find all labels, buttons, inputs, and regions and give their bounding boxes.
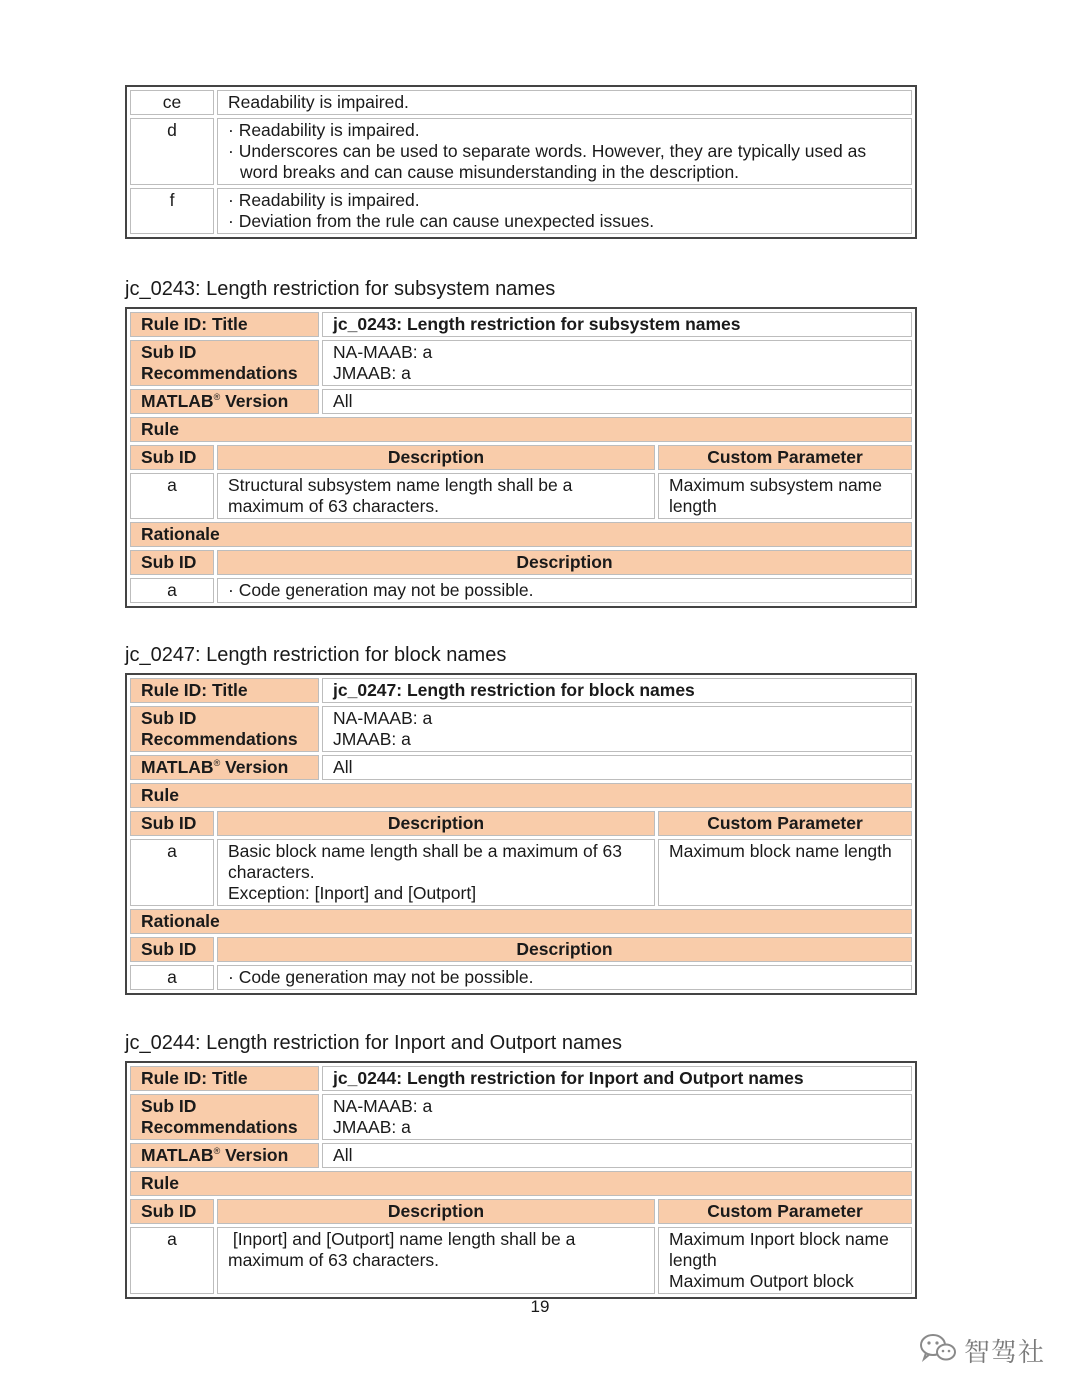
page-number: 19 (530, 1297, 550, 1316)
table-row (130, 1094, 912, 1140)
matlab-version-label: MATLAB® Version (130, 1143, 319, 1168)
matlab-version-value: All (322, 389, 912, 414)
description-header: Description (217, 1199, 655, 1224)
sub-id-header: Sub ID (130, 1199, 214, 1224)
description-cell: · Code generation may not be possible. (217, 965, 912, 990)
matlab-version-value: All (322, 1143, 912, 1168)
section-title: jc_0247: Length restriction for block names (125, 644, 507, 666)
custom-parameter-header: Custom Parameter (658, 1199, 912, 1224)
table-row (130, 417, 912, 442)
custom-parameter-header: Custom Parameter (658, 445, 912, 470)
description-header: Description (217, 550, 912, 575)
matlab-version-value: All (322, 755, 912, 780)
custom-parameter-header: Custom Parameter (658, 811, 912, 836)
rule-title-value: jc_0244: Length restriction for Inport and Outport names (322, 1066, 912, 1091)
table-row (130, 965, 912, 990)
table-row (130, 783, 912, 808)
description-cell: Readability is impaired. (217, 90, 912, 115)
recommendations-value: NA-MAAB: a JMAAB: a (322, 706, 912, 752)
sub-id-recommendations-label: Sub ID Recommendations (130, 340, 319, 386)
table-row (130, 1171, 912, 1196)
sub-id-cell: a (130, 839, 214, 906)
table-row (130, 550, 912, 575)
sub-id-recommendations-label: Sub ID Recommendations (130, 1094, 319, 1140)
custom-parameter-cell: Maximum Inport block name length Maximum Outport block (658, 1227, 912, 1294)
description-cell: · Code generation may not be possible. (217, 578, 912, 603)
sub-id-header: Sub ID (130, 811, 214, 836)
table-row (130, 1143, 912, 1168)
rule-id-title-label: Rule ID: Title (130, 1066, 319, 1091)
table-row (130, 1227, 912, 1294)
table-row (130, 118, 912, 185)
table-row (130, 578, 912, 603)
rule-table (125, 1061, 917, 1299)
table-row (130, 445, 912, 470)
rule-table (125, 307, 917, 608)
rule-header: Rule (130, 417, 912, 442)
table-row (130, 90, 912, 115)
sub-id-cell: ce (130, 90, 214, 115)
sub-id-cell: d (130, 118, 214, 185)
description-cell: Structural subsystem name length shall be a maximum of 63 characters. (217, 473, 655, 519)
sub-id-header: Sub ID (130, 445, 214, 470)
table-row (130, 389, 912, 414)
description-header: Description (217, 811, 655, 836)
rule-header: Rule (130, 1171, 912, 1196)
sub-id-cell: f (130, 188, 214, 234)
custom-parameter-cell: Maximum subsystem name length (658, 473, 912, 519)
rationale-continuation-table (125, 85, 917, 239)
table-row (130, 188, 912, 234)
matlab-version-label: MATLAB® Version (130, 389, 319, 414)
table-row (130, 678, 912, 703)
sub-id-cell: a (130, 578, 214, 603)
watermark (918, 1330, 1045, 1370)
recommendations-value: NA-MAAB: a JMAAB: a (322, 1094, 912, 1140)
sub-id-header: Sub ID (130, 550, 214, 575)
table-row (130, 811, 912, 836)
sub-id-cell: a (130, 965, 214, 990)
table-row (130, 473, 912, 519)
table-row (130, 522, 912, 547)
watermark-text: 智驾社 (964, 1337, 1046, 1368)
table-row (130, 1199, 912, 1224)
rationale-header: Rationale (130, 909, 912, 934)
rule-id-title-label: Rule ID: Title (130, 312, 319, 337)
table-row (130, 1066, 912, 1091)
description-cell: [Inport] and [Outport] name length shall be a maximum of 63 characters. (217, 1227, 655, 1294)
table-row (130, 839, 912, 906)
sub-id-cell: a (130, 473, 214, 519)
table-row (130, 937, 912, 962)
description-header: Description (217, 445, 655, 470)
custom-parameter-cell: Maximum block name length (658, 839, 912, 906)
sub-id-recommendations-label: Sub ID Recommendations (130, 706, 319, 752)
sub-id-cell: a (130, 1227, 214, 1294)
description-cell: · Readability is impaired. · Deviation from the rule can cause unexpected issues. (217, 188, 912, 234)
rule-table (125, 673, 917, 995)
rule-header: Rule (130, 783, 912, 808)
matlab-version-label: MATLAB® Version (130, 755, 319, 780)
table-row (130, 909, 912, 934)
rationale-header: Rationale (130, 522, 912, 547)
table-row (130, 312, 912, 337)
wechat-icon (918, 1331, 958, 1370)
rule-id-title-label: Rule ID: Title (130, 678, 319, 703)
recommendations-value: NA-MAAB: a JMAAB: a (322, 340, 912, 386)
description-header: Description (217, 937, 912, 962)
rule-title-value: jc_0243: Length restriction for subsystem names (322, 312, 912, 337)
rule-title-value: jc_0247: Length restriction for block names (322, 678, 912, 703)
table-row (130, 706, 912, 752)
description-cell: Basic block name length shall be a maximum of 63 characters. Exception: [Inport] and [Outport] (217, 839, 655, 906)
table-row (130, 755, 912, 780)
sub-id-header: Sub ID (130, 937, 214, 962)
description-cell: · Readability is impaired. · Underscores can be used to separate words. However, they are typically used as word breaks and can cause misunderstanding in the description. (217, 118, 912, 185)
table-row (130, 340, 912, 386)
section-title: jc_0243: Length restriction for subsystem names (125, 278, 556, 300)
section-title: jc_0244: Length restriction for Inport and Outport names (125, 1032, 622, 1054)
